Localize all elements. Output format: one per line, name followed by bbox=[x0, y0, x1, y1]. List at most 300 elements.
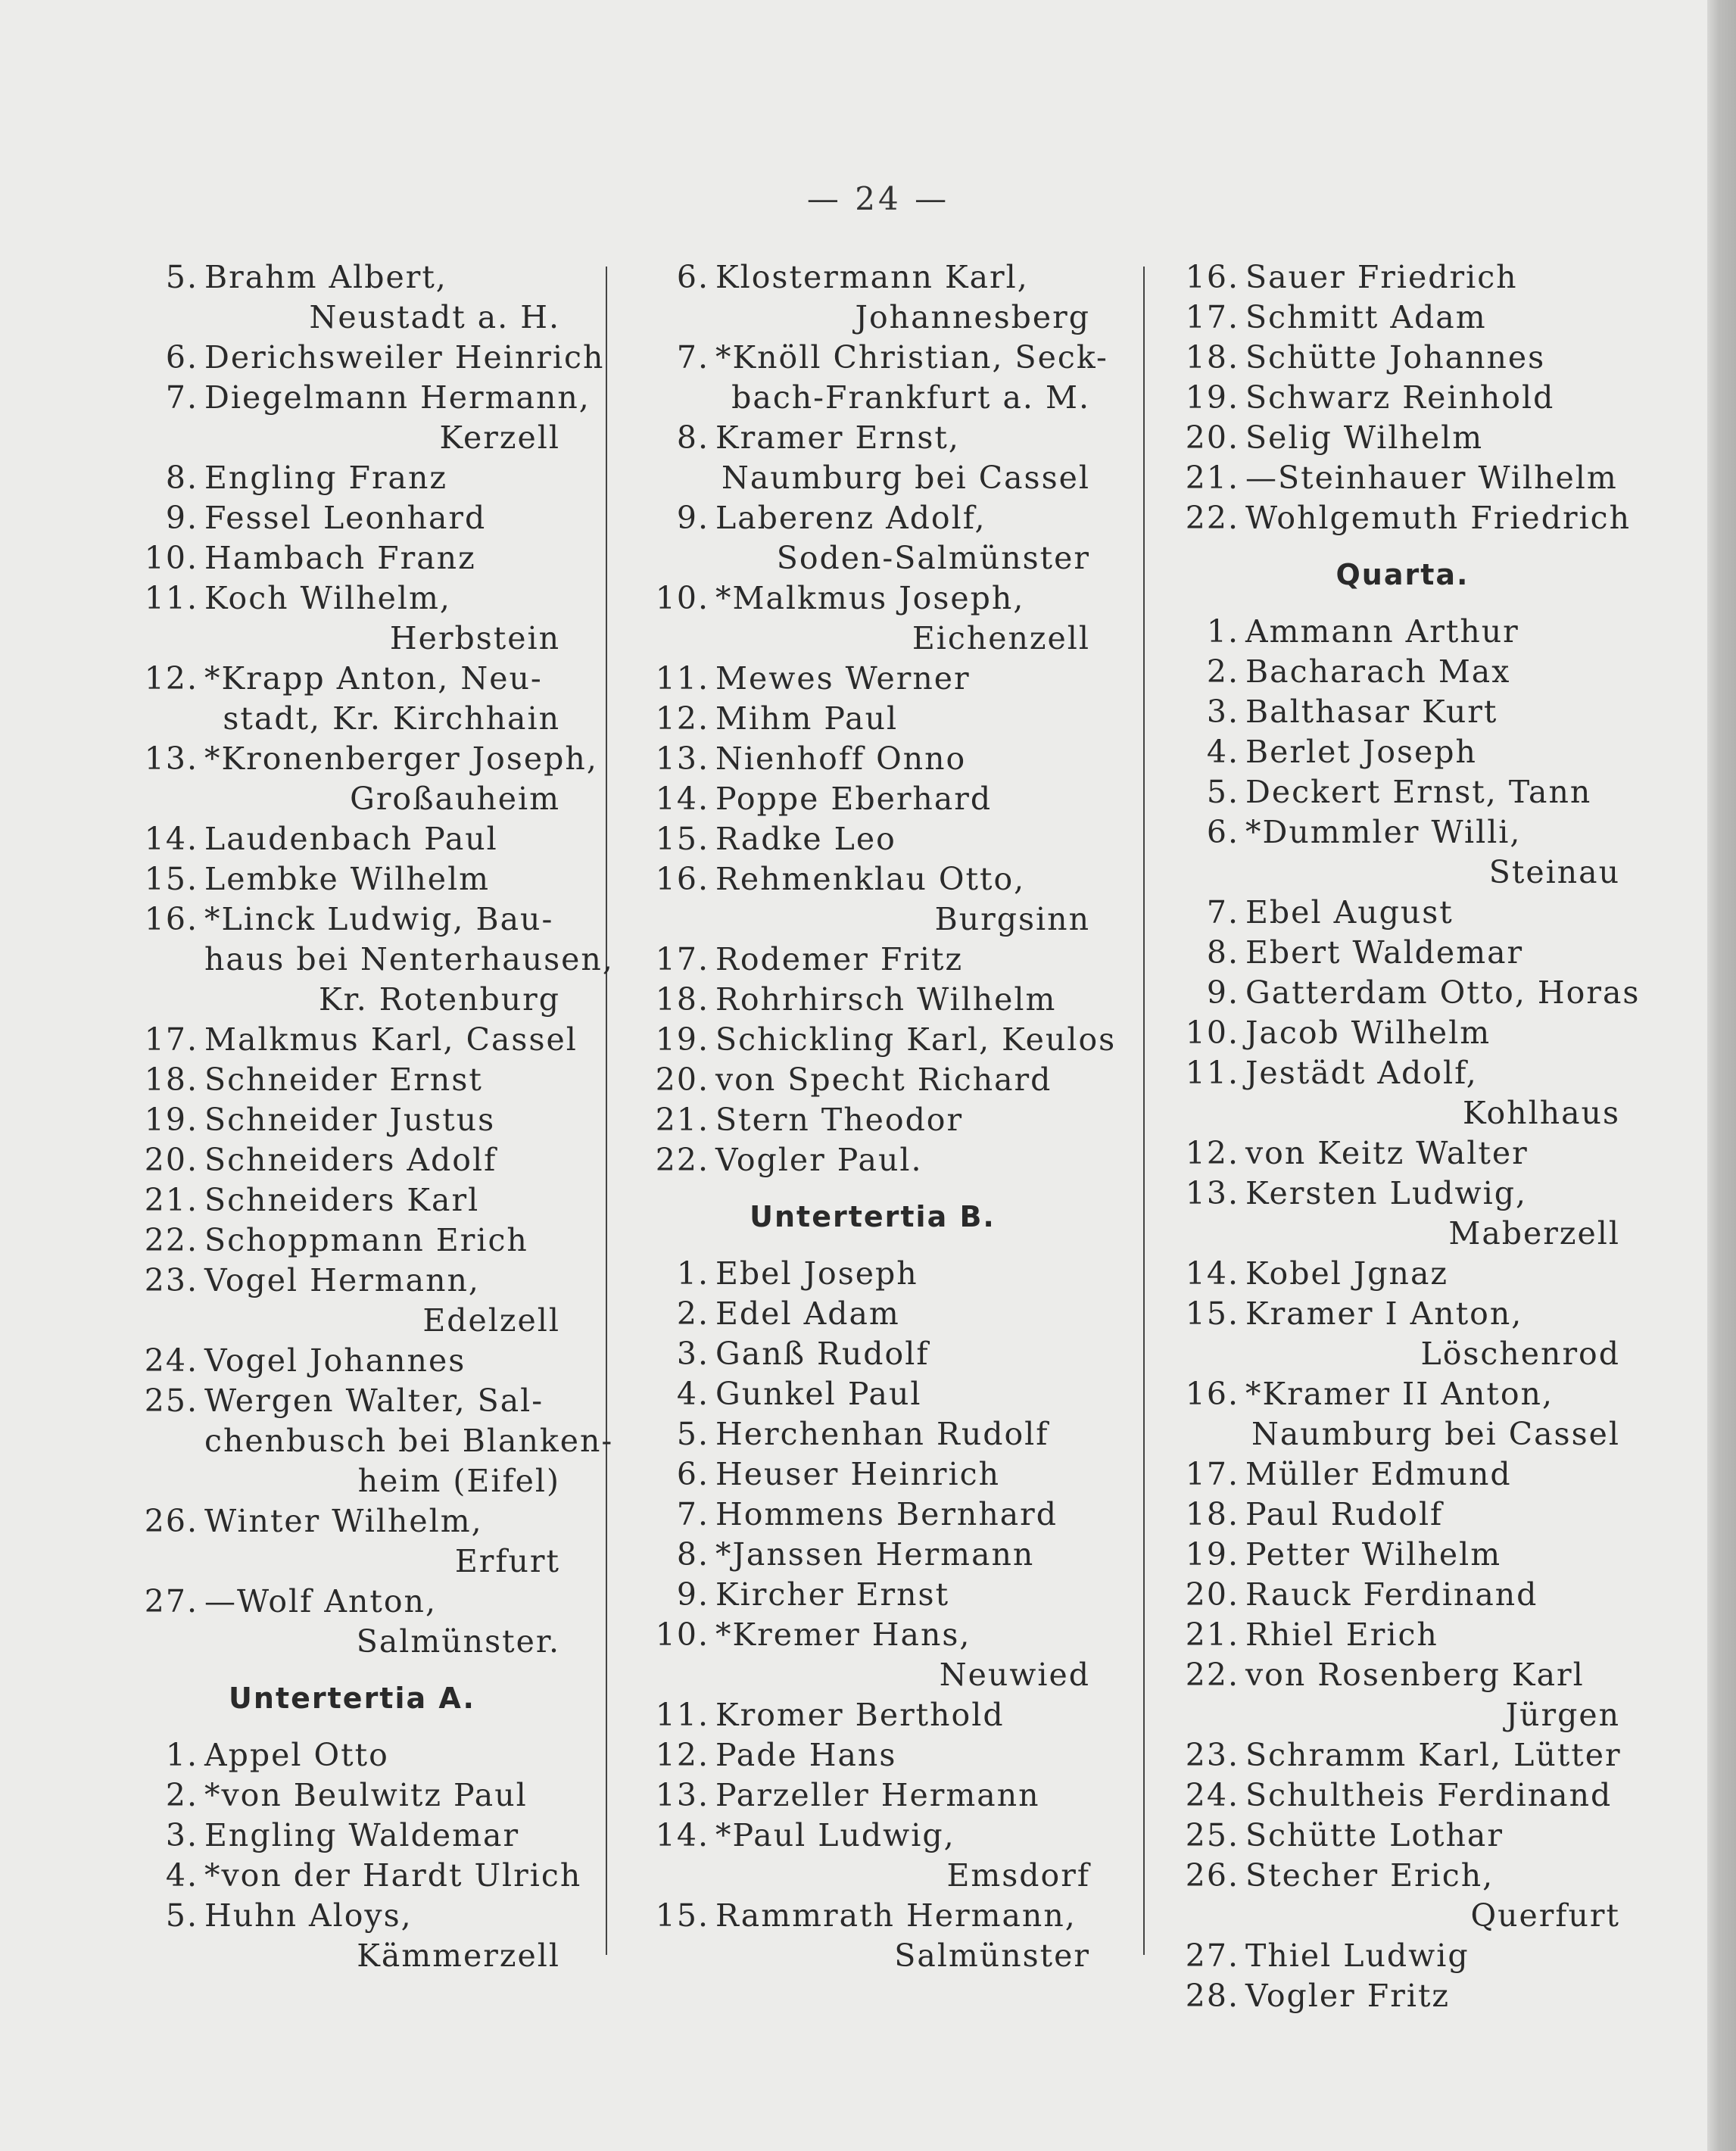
entry-number: 11. bbox=[144, 580, 198, 616]
entry-name: Laudenbach Paul bbox=[204, 821, 498, 857]
entry-place: Maberzell bbox=[1448, 1215, 1620, 1252]
list-item bbox=[655, 498, 1090, 538]
list-item bbox=[144, 859, 560, 899]
list-item bbox=[144, 1140, 560, 1180]
entry-name: Lembke Wilhelm bbox=[204, 861, 491, 897]
entry-number: 10. bbox=[655, 1616, 709, 1653]
entry-continuation: haus bei Nenterhausen, bbox=[204, 941, 614, 977]
entry-name: *Knöll Christian, Seck- bbox=[715, 339, 1108, 376]
column-3 bbox=[1185, 257, 1641, 2016]
list-item bbox=[144, 1735, 560, 1775]
entry-number: 21. bbox=[1185, 1616, 1239, 1653]
entry-name: Schütte Lothar bbox=[1245, 1817, 1504, 1853]
entry-name: Parzeller Hermann bbox=[715, 1777, 1040, 1813]
list-item bbox=[1185, 298, 1620, 338]
entry-name: Fessel Leonhard bbox=[204, 500, 487, 536]
entry-number: 2. bbox=[165, 1777, 198, 1813]
entry-name: *Kronenberger Joseph, bbox=[204, 740, 598, 777]
entry-name: Bacharach Max bbox=[1245, 653, 1511, 690]
entry-number: 8. bbox=[676, 1536, 709, 1573]
list-item bbox=[1185, 257, 1620, 298]
entry-name: *von Beulwitz Paul bbox=[204, 1777, 528, 1813]
entry-number: 8. bbox=[165, 460, 198, 496]
entry-number: 14. bbox=[1185, 1255, 1239, 1292]
entry-name: Deckert Ernst, Tann bbox=[1245, 774, 1592, 810]
entry-name: Vogler Paul. bbox=[715, 1142, 923, 1178]
list-item bbox=[1185, 1615, 1620, 1655]
entry-name: Edel Adam bbox=[715, 1295, 900, 1332]
entry-place: Steinau bbox=[1488, 854, 1620, 890]
entry-name: *Kremer Hans, bbox=[715, 1616, 971, 1653]
entry-name: Pade Hans bbox=[715, 1737, 897, 1773]
entry-name: Laberenz Adolf, bbox=[715, 500, 986, 536]
list-item bbox=[1185, 1013, 1620, 1053]
list-item bbox=[655, 1735, 1090, 1775]
entry-number: 14. bbox=[655, 1817, 709, 1853]
entry-name: Schneiders Adolf bbox=[204, 1142, 497, 1178]
list-item bbox=[655, 819, 1090, 859]
list-item bbox=[655, 1374, 1090, 1414]
entry-name: Schmitt Adam bbox=[1245, 299, 1487, 335]
entry-name: Malkmus Karl, Cassel bbox=[204, 1021, 578, 1058]
list-item bbox=[655, 699, 1090, 739]
list-item bbox=[1185, 772, 1620, 812]
entry-number: 13. bbox=[655, 740, 709, 777]
list-item bbox=[655, 1615, 1090, 1655]
entry-number: 25. bbox=[144, 1383, 198, 1419]
entry-number: 10. bbox=[144, 540, 198, 576]
untertertia-a-list bbox=[144, 1735, 582, 1976]
page-number: — 24 — bbox=[806, 180, 950, 217]
entry-name: Rauck Ferdinand bbox=[1245, 1576, 1538, 1613]
entry-name: Wergen Walter, Sal- bbox=[204, 1383, 544, 1419]
list-item bbox=[1185, 1856, 1620, 1896]
entry-number: 13. bbox=[144, 740, 198, 777]
entry-number: 9. bbox=[165, 500, 198, 536]
entry-number: 14. bbox=[144, 821, 198, 857]
entry-place: Querfurt bbox=[1470, 1897, 1620, 1934]
entry-number: 22. bbox=[1185, 500, 1239, 536]
list-item bbox=[1185, 1053, 1620, 1093]
entry-number: 11. bbox=[655, 1697, 709, 1733]
list-item bbox=[144, 498, 560, 538]
entry-number: 7. bbox=[165, 379, 198, 416]
list-item bbox=[1185, 1174, 1620, 1214]
list-item bbox=[144, 1261, 560, 1301]
entry-place: Erfurt bbox=[454, 1543, 560, 1579]
entry-place: Naumburg bei Cassel bbox=[721, 460, 1090, 496]
entry-name: Heuser Heinrich bbox=[715, 1456, 1000, 1492]
list-item bbox=[144, 338, 605, 378]
entry-number: 27. bbox=[1185, 1937, 1239, 1974]
entry-place: Kämmerzell bbox=[357, 1937, 560, 1974]
entry-name: Schoppmann Erich bbox=[204, 1222, 528, 1258]
list-item bbox=[655, 578, 1090, 619]
entry-place: Kohlhaus bbox=[1462, 1095, 1620, 1131]
entry-name: *Linck Ludwig, Bau- bbox=[204, 901, 554, 937]
list-item bbox=[655, 1020, 1117, 1060]
entry-name: Winter Wilhelm, bbox=[204, 1503, 483, 1539]
entry-number: 25. bbox=[1185, 1817, 1239, 1853]
entry-place: Emsdorf bbox=[946, 1857, 1090, 1894]
entry-number: 21. bbox=[144, 1182, 198, 1218]
entry-name: Schwarz Reinhold bbox=[1245, 379, 1555, 416]
entry-continuation: chenbusch bei Blanken- bbox=[204, 1423, 614, 1459]
entry-number: 22. bbox=[655, 1142, 709, 1178]
entry-number: 3. bbox=[165, 1817, 198, 1853]
entry-name: Ebel August bbox=[1245, 894, 1454, 931]
entry-name: Kromer Berthold bbox=[715, 1697, 1005, 1733]
entry-name: Kobel Jgnaz bbox=[1245, 1255, 1448, 1292]
entry-name: Balthasar Kurt bbox=[1245, 694, 1498, 730]
list-item bbox=[1185, 973, 1641, 1013]
list-item bbox=[1185, 1535, 1620, 1575]
list-item bbox=[1185, 418, 1620, 458]
entry-number: 4. bbox=[1206, 734, 1239, 770]
list-item bbox=[144, 1341, 560, 1381]
column-divider-left bbox=[606, 267, 607, 1955]
entry-name: Gunkel Paul bbox=[715, 1376, 922, 1412]
entry-place: heim (Eifel) bbox=[357, 1463, 560, 1499]
list-item bbox=[655, 1254, 1090, 1294]
list-item bbox=[655, 859, 1090, 899]
list-item bbox=[1185, 1655, 1620, 1695]
list-item bbox=[655, 779, 1090, 819]
entry-name: Stern Theodor bbox=[715, 1102, 964, 1138]
list-item bbox=[1185, 458, 1620, 498]
list-item bbox=[1185, 933, 1620, 973]
list-item bbox=[655, 257, 1090, 298]
entry-number: 5. bbox=[165, 1897, 198, 1934]
list-item bbox=[144, 1220, 560, 1261]
entry-number: 23. bbox=[1185, 1737, 1239, 1773]
entry-number: 3. bbox=[676, 1336, 709, 1372]
list-item bbox=[144, 819, 560, 859]
list-item bbox=[144, 1896, 560, 1936]
entry-number: 9. bbox=[676, 500, 709, 536]
list-item bbox=[144, 378, 591, 418]
column-3-list bbox=[1185, 257, 1632, 538]
entry-name: *von der Hardt Ulrich bbox=[204, 1857, 582, 1894]
list-item bbox=[655, 1575, 1090, 1615]
entry-number: 18. bbox=[144, 1061, 198, 1098]
entry-place: Naumburg bei Cassel bbox=[1251, 1416, 1620, 1452]
list-item bbox=[1185, 652, 1620, 692]
entry-name: Schickling Karl, Keulos bbox=[715, 1021, 1117, 1058]
entry-number: 1. bbox=[676, 1255, 709, 1292]
entry-name: Müller Edmund bbox=[1245, 1456, 1512, 1492]
entry-name: Rohrhirsch Wilhelm bbox=[715, 981, 1057, 1018]
list-item bbox=[144, 899, 560, 940]
entry-name: Hommens Bernhard bbox=[715, 1496, 1058, 1532]
quarta-list bbox=[1185, 612, 1641, 2016]
entry-name: Schütte Johannes bbox=[1245, 339, 1546, 376]
entry-place: Herbstein bbox=[389, 620, 560, 656]
entry-place: Löschenrod bbox=[1420, 1336, 1620, 1372]
list-item bbox=[1185, 692, 1620, 732]
entry-number: 17. bbox=[1185, 1456, 1239, 1492]
entry-number: 13. bbox=[655, 1777, 709, 1813]
entry-number: 4. bbox=[165, 1857, 198, 1894]
list-item bbox=[144, 1856, 582, 1896]
list-item bbox=[1185, 1133, 1620, 1174]
entry-number: 26. bbox=[1185, 1857, 1239, 1894]
entry-place: Edelzell bbox=[422, 1302, 560, 1339]
entry-name: Rhiel Erich bbox=[1245, 1616, 1438, 1653]
entry-number: 8. bbox=[1206, 934, 1239, 971]
list-item bbox=[144, 1816, 560, 1856]
entry-place: Neustadt a. H. bbox=[309, 299, 560, 335]
list-item bbox=[655, 1414, 1090, 1454]
list-item bbox=[1185, 1735, 1620, 1775]
entry-name: Koch Wilhelm, bbox=[204, 580, 451, 616]
list-item bbox=[144, 1180, 560, 1220]
entry-name: *Krapp Anton, Neu- bbox=[204, 660, 543, 697]
entry-name: *Malkmus Joseph, bbox=[715, 580, 1025, 616]
entry-number: 19. bbox=[1185, 1536, 1239, 1573]
list-item bbox=[655, 1695, 1090, 1735]
entry-name: Mewes Werner bbox=[715, 660, 971, 697]
list-item bbox=[655, 739, 1090, 779]
list-item bbox=[655, 1775, 1090, 1816]
section-heading-quarta: Quarta. bbox=[1336, 558, 1470, 591]
entry-number: 2. bbox=[1206, 653, 1239, 690]
list-item bbox=[655, 1140, 1090, 1180]
entry-number: 18. bbox=[655, 981, 709, 1018]
entry-name: Ammann Arthur bbox=[1245, 613, 1519, 650]
list-item bbox=[144, 578, 560, 619]
entry-number: 21. bbox=[1185, 460, 1239, 496]
entry-number: 16. bbox=[1185, 1376, 1239, 1412]
entry-name: Brahm Albert, bbox=[204, 259, 447, 295]
entry-name: Selig Wilhelm bbox=[1245, 419, 1484, 456]
list-item bbox=[144, 1501, 560, 1542]
entry-number: 1. bbox=[1206, 613, 1239, 650]
entry-name: *Paul Ludwig, bbox=[715, 1817, 955, 1853]
entry-number: 10. bbox=[655, 580, 709, 616]
entry-name: Poppe Eberhard bbox=[715, 781, 993, 817]
entry-name: Diegelmann Hermann, bbox=[204, 379, 591, 416]
entry-number: 20. bbox=[144, 1142, 198, 1178]
entry-name: Hambach Franz bbox=[204, 540, 476, 576]
entry-number: 9. bbox=[676, 1576, 709, 1613]
entry-number: 10. bbox=[1185, 1015, 1239, 1051]
list-item bbox=[144, 659, 560, 699]
entry-name: Nienhoff Onno bbox=[715, 740, 967, 777]
entry-name: Engling Waldemar bbox=[204, 1817, 520, 1853]
entry-number: 4. bbox=[676, 1376, 709, 1412]
entry-name: Klostermann Karl, bbox=[715, 259, 1029, 295]
entry-number: 17. bbox=[144, 1021, 198, 1058]
list-item bbox=[655, 1454, 1090, 1495]
entry-number: 12. bbox=[144, 660, 198, 697]
list-item bbox=[1185, 612, 1620, 652]
list-item bbox=[655, 1816, 1090, 1856]
entry-name: von Rosenberg Karl bbox=[1245, 1657, 1585, 1693]
list-item bbox=[144, 458, 560, 498]
entry-name: Ganß Rudolf bbox=[715, 1336, 930, 1372]
entry-place: Salmünster. bbox=[356, 1623, 560, 1660]
entry-name: Thiel Ludwig bbox=[1245, 1937, 1470, 1974]
entry-place: Burgsinn bbox=[934, 901, 1090, 937]
entry-name: Jestädt Adolf, bbox=[1245, 1055, 1478, 1091]
list-item bbox=[144, 257, 560, 298]
entry-name: Berlet Joseph bbox=[1245, 734, 1477, 770]
entry-number: 3. bbox=[1206, 694, 1239, 730]
list-item bbox=[1185, 812, 1620, 853]
entry-name: Schneider Ernst bbox=[204, 1061, 483, 1098]
list-item bbox=[655, 1060, 1090, 1100]
entry-name: Schramm Karl, Lütter bbox=[1245, 1737, 1622, 1773]
list-item bbox=[1185, 1575, 1620, 1615]
section-heading-untertertia-b: Untertertia B. bbox=[750, 1200, 996, 1233]
entry-name: Rehmenklau Otto, bbox=[715, 861, 1026, 897]
entry-number: 24. bbox=[1185, 1777, 1239, 1813]
list-item bbox=[655, 1896, 1090, 1936]
entry-name: Engling Franz bbox=[204, 460, 447, 496]
entry-number: 12. bbox=[1185, 1135, 1239, 1171]
entry-place: Kerzell bbox=[439, 419, 560, 456]
column-1-list bbox=[144, 257, 614, 1662]
column-1 bbox=[144, 257, 614, 1976]
entry-place: Soden-Salmünster bbox=[776, 540, 1090, 576]
entry-name: Gatterdam Otto, Horas bbox=[1245, 974, 1641, 1011]
entry-name: Wohlgemuth Friedrich bbox=[1245, 500, 1632, 536]
list-item bbox=[144, 1100, 560, 1140]
entry-number: 18. bbox=[1185, 339, 1239, 376]
entry-name: *Janssen Hermann bbox=[715, 1536, 1035, 1573]
entry-number: 22. bbox=[1185, 1657, 1239, 1693]
entry-number: 5. bbox=[165, 259, 198, 295]
entry-name: Vogel Johannes bbox=[204, 1342, 466, 1379]
list-item bbox=[144, 538, 560, 578]
entry-number: 24. bbox=[144, 1342, 198, 1379]
entry-name: Appel Otto bbox=[204, 1737, 389, 1773]
entry-number: 12. bbox=[655, 1737, 709, 1773]
list-item bbox=[655, 338, 1108, 378]
entry-name: Vogler Fritz bbox=[1245, 1978, 1451, 2014]
entry-name: Rodemer Fritz bbox=[715, 941, 964, 977]
entry-name: Ebel Joseph bbox=[715, 1255, 918, 1292]
list-item bbox=[655, 659, 1090, 699]
entry-place: stadt, Kr. Kirchhain bbox=[223, 700, 560, 737]
list-item bbox=[1185, 1254, 1620, 1294]
entry-number: 26. bbox=[144, 1503, 198, 1539]
entry-number: 9. bbox=[1206, 974, 1239, 1011]
list-item bbox=[1185, 1775, 1620, 1816]
entry-number: 12. bbox=[655, 700, 709, 737]
entry-name: *Kramer II Anton, bbox=[1245, 1376, 1554, 1412]
column-divider-right bbox=[1143, 267, 1145, 1955]
list-item bbox=[655, 1495, 1090, 1535]
entry-name: Mihm Paul bbox=[715, 700, 899, 737]
entry-number: 28. bbox=[1185, 1978, 1239, 2014]
entry-number: 20. bbox=[1185, 1576, 1239, 1613]
entry-number: 20. bbox=[655, 1061, 709, 1098]
entry-name: Stecher Erich, bbox=[1245, 1857, 1494, 1894]
list-item bbox=[1185, 338, 1620, 378]
entry-number: 15. bbox=[144, 861, 198, 897]
entry-name: Derichsweiler Heinrich bbox=[204, 339, 605, 376]
list-item bbox=[144, 1775, 560, 1816]
column-2 bbox=[655, 257, 1117, 1976]
entry-number: 6. bbox=[165, 339, 198, 376]
list-item bbox=[1185, 732, 1620, 772]
list-item bbox=[655, 1334, 1090, 1374]
list-item bbox=[144, 1381, 560, 1421]
entry-number: 1. bbox=[165, 1737, 198, 1773]
entry-number: 7. bbox=[676, 1496, 709, 1532]
entry-number: 19. bbox=[1185, 379, 1239, 416]
list-item bbox=[1185, 893, 1620, 933]
entry-number: 2. bbox=[676, 1295, 709, 1332]
list-item bbox=[1185, 378, 1620, 418]
entry-number: 8. bbox=[676, 419, 709, 456]
entry-number: 5. bbox=[1206, 774, 1239, 810]
entry-number: 19. bbox=[655, 1021, 709, 1058]
list-item bbox=[144, 1020, 578, 1060]
entry-name: Kersten Ludwig, bbox=[1245, 1175, 1527, 1211]
entry-number: 16. bbox=[655, 861, 709, 897]
entry-name: Rammrath Hermann, bbox=[715, 1897, 1077, 1934]
entry-name: Jacob Wilhelm bbox=[1245, 1015, 1491, 1051]
entry-number: 19. bbox=[144, 1102, 198, 1138]
entry-place: Großauheim bbox=[350, 781, 560, 817]
entry-place: Neuwied bbox=[939, 1657, 1090, 1693]
entry-name: Petter Wilhelm bbox=[1245, 1536, 1502, 1573]
list-item bbox=[1185, 1294, 1620, 1334]
list-item bbox=[655, 940, 1090, 980]
entry-number: 7. bbox=[1206, 894, 1239, 931]
entry-place: Johannesberg bbox=[855, 299, 1090, 335]
entry-number: 11. bbox=[1185, 1055, 1239, 1091]
entry-number: 7. bbox=[676, 339, 709, 376]
list-item bbox=[144, 1060, 560, 1100]
entry-number: 15. bbox=[655, 1897, 709, 1934]
list-item bbox=[655, 1535, 1090, 1575]
list-item bbox=[144, 739, 598, 779]
entry-name: von Keitz Walter bbox=[1245, 1135, 1529, 1171]
entry-name: Kircher Ernst bbox=[715, 1576, 950, 1613]
list-item bbox=[655, 980, 1090, 1020]
entry-number: 16. bbox=[144, 901, 198, 937]
list-item bbox=[1185, 1495, 1620, 1535]
entry-number: 17. bbox=[655, 941, 709, 977]
entry-name: Kramer Ernst, bbox=[715, 419, 960, 456]
entry-number: 11. bbox=[655, 660, 709, 697]
list-item bbox=[144, 1582, 560, 1622]
entry-number: 27. bbox=[144, 1583, 198, 1619]
entry-name: Ebert Waldemar bbox=[1245, 934, 1524, 971]
entry-number: 5. bbox=[676, 1416, 709, 1452]
entry-number: 23. bbox=[144, 1262, 198, 1298]
list-item bbox=[655, 418, 1090, 458]
list-item bbox=[1185, 1454, 1620, 1495]
entry-number: 18. bbox=[1185, 1496, 1239, 1532]
entry-place: Jürgen bbox=[1505, 1697, 1620, 1733]
entry-number: 15. bbox=[655, 821, 709, 857]
list-item bbox=[1185, 498, 1632, 538]
entry-number: 21. bbox=[655, 1102, 709, 1138]
entry-number: 13. bbox=[1185, 1175, 1239, 1211]
entry-name: Huhn Aloys, bbox=[204, 1897, 413, 1934]
column-2-list bbox=[655, 257, 1117, 1180]
entry-name: —Wolf Anton, bbox=[204, 1583, 437, 1619]
entry-place: bach-Frankfurt a. M. bbox=[731, 379, 1090, 416]
entry-place: Salmünster bbox=[894, 1937, 1090, 1974]
entry-name: Radke Leo bbox=[715, 821, 896, 857]
entry-name: Schultheis Ferdinand bbox=[1245, 1777, 1613, 1813]
